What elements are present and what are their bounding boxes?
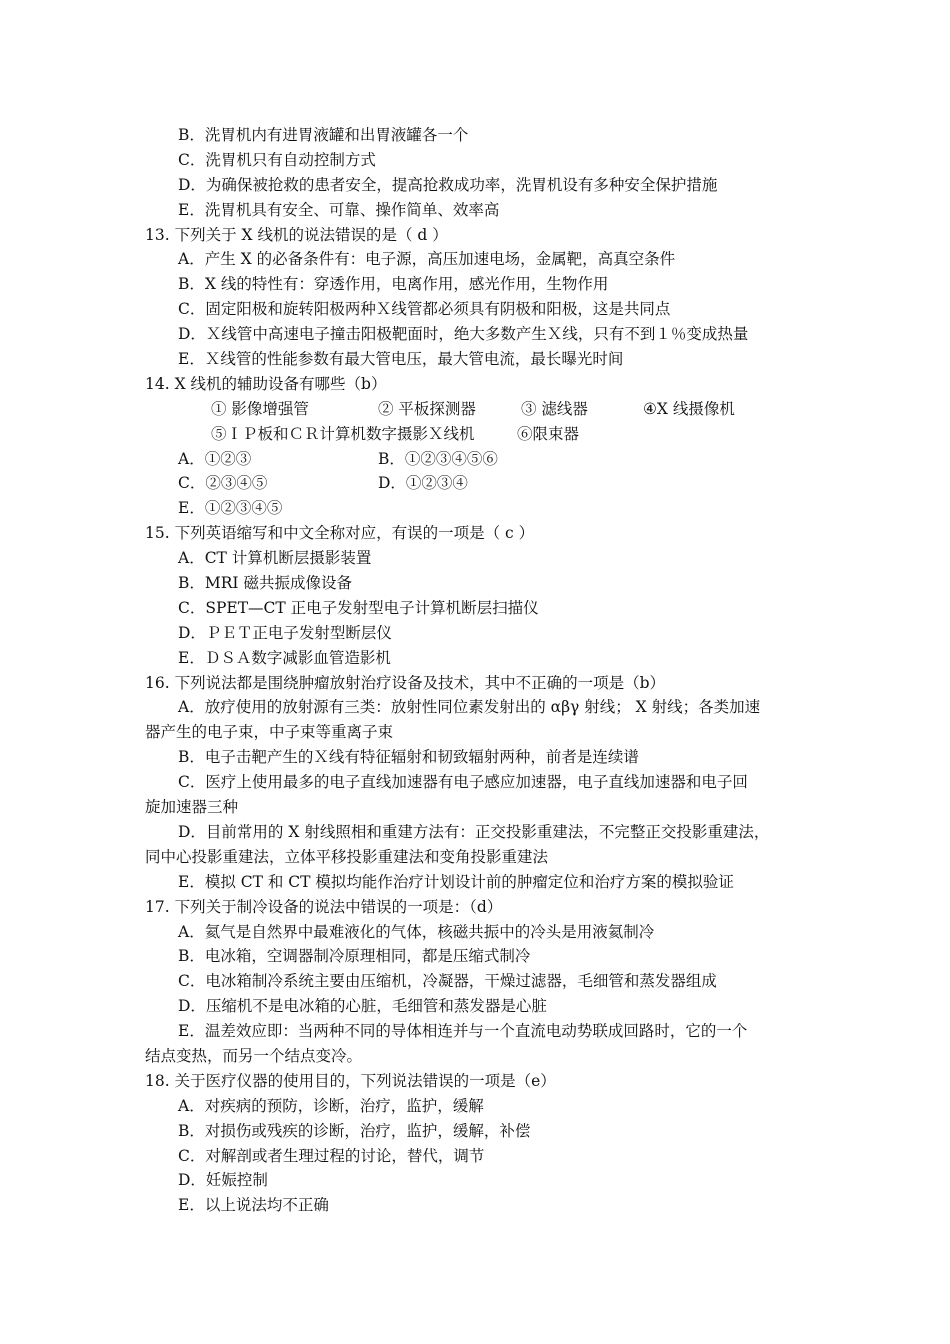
q16-option-a-line-1: A．放疗使用的放射源有三类：放射性同位素发射出的 αβγ 射线； X 射线；各类加速 bbox=[178, 698, 761, 717]
q16-option-c-line-1: C．医疗上使用最多的电子直线加速器有电子感应加速器，电子直线加速器和电子回 bbox=[178, 773, 748, 792]
q18-option-a: A．对疾病的预防，诊断，治疗，监护，缓解 bbox=[178, 1096, 484, 1115]
q14-item-5: ⑤ＩＰ板和ＣＲ计算机数字摄影Ｘ线机 bbox=[211, 424, 475, 443]
q18-option-c: C．对解剖或者生理过程的讨论，替代，调节 bbox=[178, 1146, 485, 1165]
q12-option-d: D．为确保被抢救的患者安全，提高抢救成功率，洗胃机设有多种安全保护措施 bbox=[178, 175, 718, 194]
q17-option-c: C．电冰箱制冷系统主要由压缩机，冷凝器，干燥过滤器，毛细管和蒸发器组成 bbox=[178, 972, 717, 991]
q14-item-6: ⑥限束器 bbox=[517, 424, 580, 443]
q15-option-c: C．SPET—CT 正电子发射型电子计算机断层扫描仪 bbox=[178, 598, 539, 617]
q14-option-d: D．①②③④ bbox=[378, 474, 468, 493]
q14-item-2: ② 平板探测器 bbox=[378, 399, 476, 418]
q13-option-d: D．Ｘ线管中高速电子撞击阳极靶面时，绝大多数产生Ｘ线，只有不到１％变成热量 bbox=[178, 325, 749, 344]
q17-option-e-line-2: 结点变热，而另一个结点变冷。 bbox=[145, 1046, 363, 1065]
q15-stem: 15. 下列英语缩写和中文全称对应，有误的一项是（ c ） bbox=[145, 524, 535, 543]
q15-option-e: E．ＤＳＡ数字减影血管造影机 bbox=[178, 648, 391, 667]
q15-option-b: B．MRI 磁共振成像设备 bbox=[178, 574, 352, 593]
q14-items-row-2 bbox=[145, 422, 822, 447]
q16-option-d-line-2: 同中心投影重建法，立体平移投影重建法和变角投影重建法 bbox=[145, 847, 549, 866]
q12-option-c: C．洗胃机只有自动控制方式 bbox=[178, 150, 376, 169]
q18-option-e: E．以上说法均不正确 bbox=[178, 1196, 329, 1215]
q16-option-a-line-2: 器产生的电子束，中子束等重离子束 bbox=[145, 723, 394, 742]
q15-option-a: A．CT 计算机断层摄影装置 bbox=[178, 549, 372, 568]
q18-stem: 18. 关于医疗仪器的使用目的，下列说法错误的一项是（e） bbox=[145, 1071, 556, 1090]
q16-option-c-line-2: 旋加速器三种 bbox=[145, 798, 239, 817]
q14-item-1: ① 影像增强管 bbox=[211, 399, 309, 418]
q13-option-e: E．Ｘ线管的性能参数有最大管电压，最大管电流，最长曝光时间 bbox=[178, 350, 624, 369]
q13-stem: 13. 下列关于 X 线机的说法错误的是（ d ） bbox=[145, 225, 448, 244]
q17-stem: 17. 下列关于制冷设备的说法中错误的一项是：（d） bbox=[145, 897, 503, 916]
q16-stem: 16. 下列说法都是围绕肿瘤放射治疗设备及技术，其中不正确的一项是（b） bbox=[145, 673, 666, 692]
q14-option-b: B．①②③④⑤⑥ bbox=[378, 449, 498, 468]
q14-option-e: E．①②③④⑤ bbox=[178, 499, 283, 518]
q16-option-e: E．模拟 CT 和 CT 模拟均能作治疗计划设计前的肿瘤定位和治疗方案的模拟验证 bbox=[178, 872, 734, 891]
q14-option-c: C．②③④⑤ bbox=[178, 474, 268, 493]
q14-stem: 14. X 线机的辅助设备有哪些（b） bbox=[145, 374, 387, 393]
q15-option-d: D．ＰＥＴ正电子发射型断层仪 bbox=[178, 623, 392, 642]
q17-option-e-line-1: E．温差效应即：当两种不同的导体相连并与一个直流电动势联成回路时，它的一个 bbox=[178, 1022, 748, 1041]
q14-options-row-2 bbox=[145, 471, 822, 496]
q14-item-3: ③ 滤线器 bbox=[521, 399, 588, 418]
q17-option-b: B．电冰箱，空调器制冷原理相同，都是压缩式制冷 bbox=[178, 947, 531, 966]
q16-option-b: B．电子击靶产生的Ｘ线有特征辐射和韧致辐射两种，前者是连续谱 bbox=[178, 748, 639, 767]
q13-option-b: B．X 线的特性有：穿透作用，电离作用，感光作用，生物作用 bbox=[178, 275, 609, 294]
q14-items-row-1 bbox=[145, 397, 822, 422]
q12-option-b: B．洗胃机内有进胃液罐和出胃液罐各一个 bbox=[178, 126, 469, 144]
q17-option-d: D．压缩机不是电冰箱的心脏，毛细管和蒸发器是心脏 bbox=[178, 997, 547, 1016]
q14-options-row-1 bbox=[145, 447, 822, 472]
q13-option-c: C．固定阳极和旋转阳极两种Ｘ线管都必须具有阴极和阳极，这是共同点 bbox=[178, 300, 671, 319]
q16-option-d-line-1: D．目前常用的 X 射线照相和重建方法有：正交投影重建法，不完整正交投影重建法， bbox=[178, 822, 770, 841]
q12-option-e: E．洗胃机具有安全、可靠、操作简单、效率高 bbox=[178, 200, 500, 219]
q14-option-a: A．①②③ bbox=[178, 449, 252, 468]
q14-item-4: ④X 线摄像机 bbox=[643, 399, 735, 418]
q18-option-b: B．对损伤或残疾的诊断，治疗，监护，缓解，补偿 bbox=[178, 1121, 531, 1140]
q18-option-d: D．妊娠控制 bbox=[178, 1171, 268, 1190]
q17-option-a: A．氦气是自然界中最难液化的气体，核磁共振中的冷头是用液氦制冷 bbox=[178, 922, 655, 941]
q13-option-a: A．产生 X 的必备条件有：电子源，高压加速电场，金属靶，高真空条件 bbox=[178, 250, 676, 269]
